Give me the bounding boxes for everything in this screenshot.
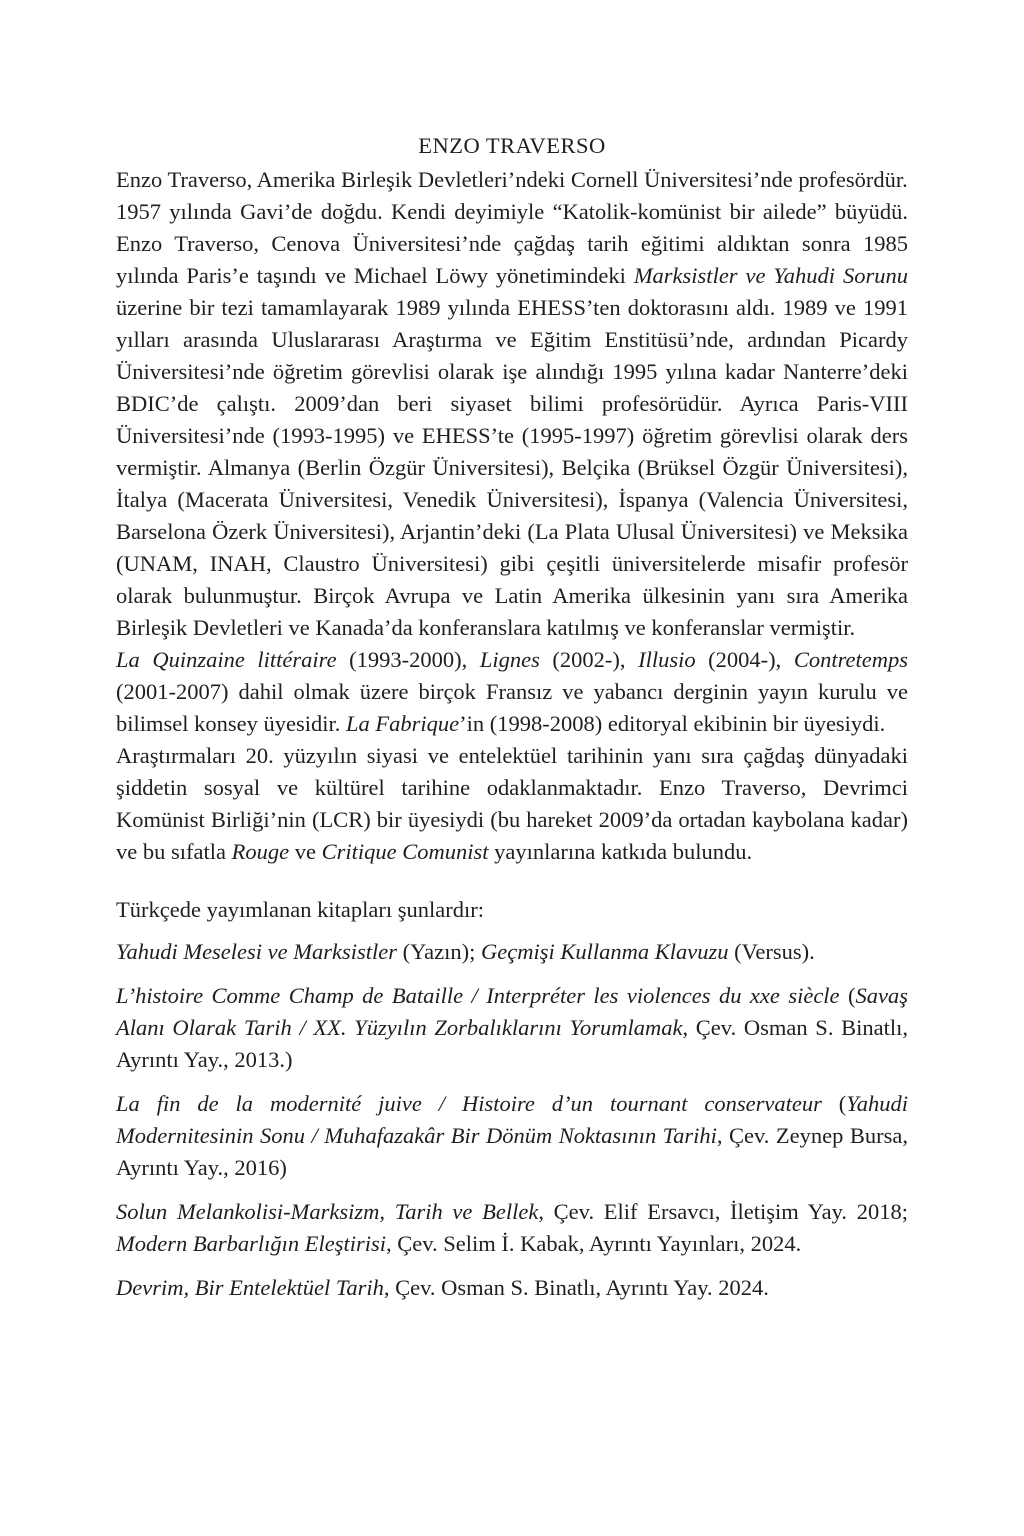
italic-title-text: Yahudi Modernitesinin Sonu / Muhafazakâr Bir Dönüm Noktasının Tarihi: [116, 1091, 908, 1148]
italic-title-text: Marksistler ve Yahudi Sorunu: [633, 263, 908, 288]
text-run: , Çev. Zeynep Bursa, Ayrıntı Yay., 2016): [116, 1123, 909, 1180]
text-run: , Çev. Osman S. Binatlı, Ayrıntı Yay. 2024.: [383, 1275, 769, 1300]
book-entry: [116, 1272, 908, 1304]
page-body: [116, 126, 908, 1304]
italic-title-text: Savaş Alanı Olarak Tarih / XX. Yüzyılın Zorbalıklarını Yorumlamak: [116, 983, 908, 1040]
italic-title-text: Yahudi Meselesi ve Marksistler: [116, 939, 398, 964]
text-run: (Versus).: [728, 939, 815, 964]
italic-title-text: Lignes: [479, 647, 540, 672]
italic-title-text: Illusio: [638, 647, 696, 672]
bio-paragraph: [116, 196, 908, 644]
text-run: (: [821, 1091, 847, 1116]
book-entry: [116, 936, 908, 968]
text-run: (2004-),: [695, 647, 794, 672]
italic-title-text: Contretemps: [793, 647, 909, 672]
text-run: (: [839, 983, 856, 1008]
italic-title-text: Geçmişi Kullanma Klavuzu: [480, 939, 729, 964]
text-run: Enzo Traverso, Amerika Birleşik Devletleri’ndeki Cornell Üniversitesi’nde profesördür.: [116, 167, 908, 192]
text-run: (2002-),: [539, 647, 639, 672]
text-run: , Çev. Selim İ. Kabak, Ayrıntı Yayınları, 2024.: [386, 1231, 802, 1256]
italic-title-text: Rouge: [231, 839, 290, 864]
text-run: , Çev. Elif Ersavcı, İletişim Yay. 2018;: [538, 1199, 909, 1224]
italic-title-text: Devrim, Bir Entelektüel Tarih: [116, 1275, 384, 1300]
italic-title-text: Solun Melankolisi-Marksizm, Tarih ve Bellek: [116, 1199, 539, 1224]
book-list: [116, 936, 908, 1304]
text-run: ve: [289, 839, 322, 864]
italic-title-text: La Quinzaine littéraire: [116, 647, 337, 672]
bio-paragraph: [116, 740, 908, 868]
text-run: (2001-2007) dahil olmak üzere birçok Fransız ve yabancı derginin yayın kurulu ve bilimsel konsey üyesidir.: [116, 679, 908, 736]
italic-title-text: L’histoire Comme Champ de Bataille / Interpréter les violences du xxe siècle: [116, 983, 840, 1008]
book-entry: [116, 1088, 908, 1184]
text-run: Araştırmaları 20. yüzyılın siyasi ve entelektüel tarihinin yanı sıra çağdaş dünyadaki şiddetin sosyal ve kültürel tarihine odaklanmaktadır. Enzo Traverso, Devrimci Komünist Birliği’nin (LCR) bir üyesiydi (bu hareket 2009’da ortadan kaybolana kadar) ve bu sıfatla: [116, 743, 908, 864]
text-run: ’in (1998-2008) editoryal ekibinin bir üyesiydi.: [459, 711, 886, 736]
bio-paragraph: [116, 164, 908, 196]
text-run: üzerine bir tezi tamamlayarak 1989 yılında EHESS’ten doktorasını aldı. 1989 ve 1991 yılları arasında Uluslararası Araştırma ve Eğitim Enstitüsü’nde, ardından Picardy Üniversitesi’nde öğretim görevlisi olarak işe alındığı 1995 yılına kadar Nanterre’deki BDIC’de çalıştı. 2009’dan beri siyaset bilimi profesörüdür. Ayrıca Paris-VIII Üniversitesi’nde (1993-1995) ve EHESS’te (1995-1997) öğretim görevlisi olarak ders vermiştir. Almanya (Berlin Özgür Üniversitesi), Belçika (Brüksel Özgür Üniversitesi), İtalya (Macerata Üniversitesi, Venedik Üniversitesi), İspanya (Valencia Üniversitesi, Barselona Özerk Üniversitesi), Arjantin’deki (La Plata Ulusal Üniversitesi) ve Meksika (UNAM, INAH, Claustro Üniversitesi) gibi çeşitli üniversitelerde misafir profesör olarak bulunmuştur. Birçok Avrupa ve Latin Amerika ülkesinin yanı sıra Amerika Birleşik Devletleri ve Kanada’da konferanslara katılmış ve konferanslar vermiştir.: [116, 295, 908, 640]
text-run: (Yazın);: [397, 939, 481, 964]
text-run: yayınlarına katkıda bulundu.: [488, 839, 753, 864]
biography: [116, 164, 908, 868]
bio-paragraph: [116, 644, 908, 740]
book-entry: [116, 980, 908, 1076]
italic-title-text: La Fabrique: [346, 711, 460, 736]
page-title: ENZO TRAVERSO: [418, 133, 606, 158]
italic-title-text: Critique Comunist: [321, 839, 489, 864]
text-run: (1993-2000),: [336, 647, 480, 672]
text-run: , Çev. Osman S. Binatlı, Ayrıntı Yay., 2013.): [116, 1015, 908, 1072]
italic-title-text: La fin de la modernité juive / Histoire d’un tournant conservateur: [116, 1091, 822, 1116]
book-entry: [116, 1196, 908, 1260]
text-run: 1957 yılında Gavi’de doğdu. Kendi deyimiyle “Katolik-komünist bir ailede” büyüdü. Enzo Traverso, Cenova Üniversitesi’nde çağdaş tarih eğitimi aldıktan sonra 1985 yılında Paris’e taşındı ve Michael Löwy yönetimindeki: [116, 199, 908, 288]
italic-title-text: Modern Barbarlığın Eleştirisi: [116, 1231, 386, 1256]
books-heading: Türkçede yayımlanan kitapları şunlardır:: [116, 897, 484, 922]
